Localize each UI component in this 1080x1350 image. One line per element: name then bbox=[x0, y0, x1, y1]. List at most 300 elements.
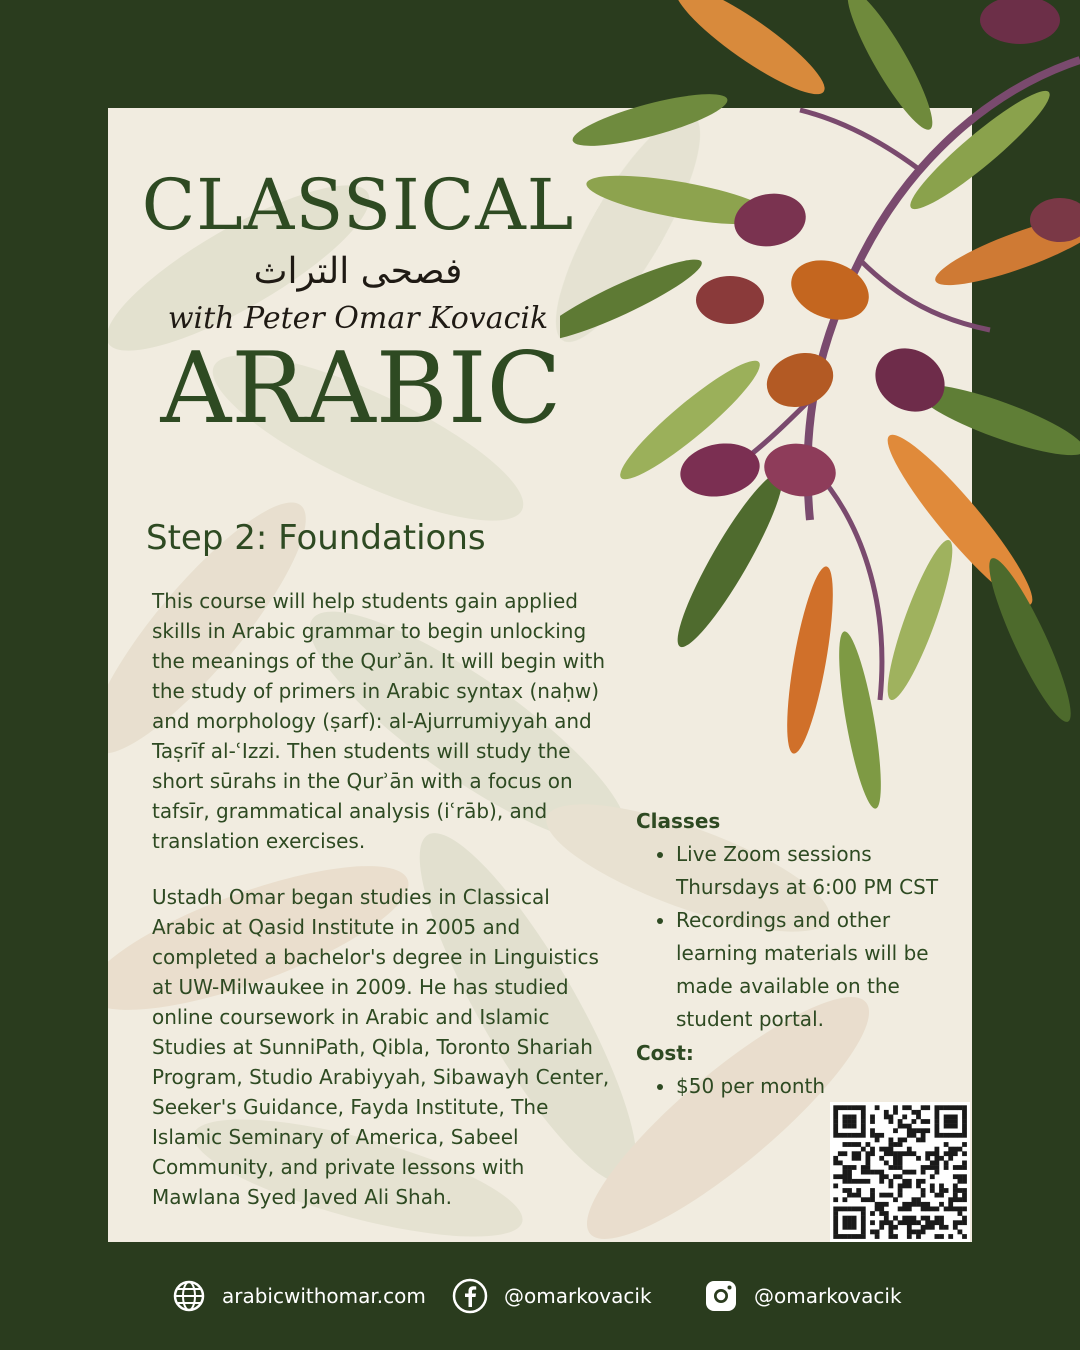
qr-module bbox=[861, 1234, 866, 1239]
qr-module bbox=[953, 1147, 958, 1152]
qr-module bbox=[879, 1156, 884, 1161]
cost-list bbox=[636, 1070, 966, 1103]
qr-module bbox=[843, 1105, 848, 1110]
qr-module bbox=[879, 1202, 884, 1207]
qr-module bbox=[902, 1202, 907, 1207]
qr-module bbox=[889, 1119, 894, 1124]
classes-item: • Recordings and other learning materials will be made available on the student portal. bbox=[676, 904, 966, 1036]
qr-module bbox=[962, 1188, 967, 1193]
qr-module bbox=[916, 1184, 921, 1189]
qr-module bbox=[939, 1220, 944, 1225]
qr-module bbox=[939, 1225, 944, 1230]
qr-module bbox=[875, 1138, 880, 1143]
qr-module bbox=[962, 1179, 967, 1184]
step-title: Step 2: Foundations bbox=[146, 518, 486, 558]
qr-module bbox=[893, 1110, 898, 1115]
qr-module bbox=[879, 1170, 884, 1175]
qr-module bbox=[843, 1115, 848, 1120]
qr-module bbox=[884, 1151, 889, 1156]
qr-module bbox=[935, 1234, 940, 1239]
qr-module bbox=[944, 1188, 949, 1193]
qr-module bbox=[847, 1188, 852, 1193]
qr-module bbox=[925, 1220, 930, 1225]
qr-module bbox=[843, 1225, 848, 1230]
qr-module bbox=[925, 1119, 930, 1124]
qr-module bbox=[939, 1216, 944, 1221]
qr-module bbox=[916, 1202, 921, 1207]
qr-module bbox=[925, 1207, 930, 1212]
qr-module bbox=[843, 1207, 848, 1212]
qr-module bbox=[870, 1193, 875, 1198]
qr-module bbox=[935, 1128, 940, 1133]
qr-module bbox=[902, 1216, 907, 1221]
qr-module bbox=[856, 1156, 861, 1161]
qr-module bbox=[962, 1207, 967, 1212]
qr-module bbox=[948, 1133, 953, 1138]
qr-module bbox=[944, 1225, 949, 1230]
qr-module bbox=[930, 1207, 935, 1212]
qr-module bbox=[916, 1234, 921, 1239]
qr-module bbox=[843, 1234, 848, 1239]
qr-module bbox=[884, 1193, 889, 1198]
instructor-bio: Ustadh Omar began studies in Classical Arabic at Qasid Institute in 2005 and completed a bachelor's degree in Linguistics at UW-Milwaukee in 2009. He has studied online coursework in Arabic and Islamic Studies at SunniPath, Qibla, Toronto Shariah Program, Studio Arabiyyah, Sibawayh Center, Seeker's Guidance, Fayda Institute, The Islamic Seminary of America, Sabeel Community, and private lessons with Mawlana Syed Javed Ali Shah. bbox=[152, 885, 610, 1209]
qr-module bbox=[852, 1165, 857, 1170]
qr-module bbox=[898, 1142, 903, 1147]
qr-module bbox=[879, 1211, 884, 1216]
qr-module bbox=[884, 1161, 889, 1166]
qr-module bbox=[889, 1184, 894, 1189]
qr-module bbox=[847, 1119, 852, 1124]
website-link[interactable] bbox=[172, 1278, 426, 1314]
qr-module bbox=[875, 1234, 880, 1239]
qr-module bbox=[889, 1165, 894, 1170]
qr-module bbox=[939, 1133, 944, 1138]
qr-module bbox=[843, 1174, 848, 1179]
qr-module bbox=[852, 1124, 857, 1129]
qr-module bbox=[912, 1133, 917, 1138]
title-arabic-script: فصحى التراث bbox=[253, 251, 463, 292]
instagram-icon bbox=[704, 1279, 738, 1313]
qr-module bbox=[847, 1234, 852, 1239]
qr-module bbox=[843, 1220, 848, 1225]
qr-module bbox=[953, 1124, 958, 1129]
globe-icon bbox=[172, 1279, 206, 1313]
qr-module bbox=[898, 1188, 903, 1193]
qr-module bbox=[889, 1179, 894, 1184]
qr-module bbox=[838, 1105, 843, 1110]
qr-module bbox=[930, 1151, 935, 1156]
qr-module bbox=[879, 1220, 884, 1225]
qr-module bbox=[907, 1151, 912, 1156]
qr-module bbox=[925, 1151, 930, 1156]
qr-module bbox=[838, 1161, 843, 1166]
qr-module bbox=[921, 1165, 926, 1170]
qr-module bbox=[866, 1151, 871, 1156]
qr-module bbox=[870, 1170, 875, 1175]
qr-module bbox=[889, 1220, 894, 1225]
qr-module bbox=[856, 1188, 861, 1193]
qr-module bbox=[870, 1188, 875, 1193]
qr-module bbox=[930, 1174, 935, 1179]
qr-module bbox=[907, 1179, 912, 1184]
qr-module bbox=[847, 1225, 852, 1230]
qr-module bbox=[838, 1234, 843, 1239]
qr-module bbox=[884, 1211, 889, 1216]
qr-module bbox=[962, 1133, 967, 1138]
qr-module bbox=[902, 1105, 907, 1110]
qr-module bbox=[875, 1170, 880, 1175]
qr-module bbox=[833, 1161, 838, 1166]
qr-module bbox=[833, 1184, 838, 1189]
qr-module bbox=[893, 1151, 898, 1156]
qr-module bbox=[870, 1151, 875, 1156]
facebook-link[interactable] bbox=[452, 1278, 652, 1314]
qr-module bbox=[898, 1124, 903, 1129]
qr-module bbox=[958, 1165, 963, 1170]
qr-module bbox=[935, 1124, 940, 1129]
qr-module bbox=[861, 1220, 866, 1225]
qr-module bbox=[912, 1128, 917, 1133]
qr-module bbox=[935, 1216, 940, 1221]
qr-module bbox=[843, 1124, 848, 1129]
qr-module bbox=[907, 1234, 912, 1239]
qr-module bbox=[921, 1202, 926, 1207]
qr-module bbox=[935, 1165, 940, 1170]
qr-module bbox=[935, 1156, 940, 1161]
qr-module bbox=[939, 1184, 944, 1189]
qr-module bbox=[879, 1133, 884, 1138]
qr-module bbox=[870, 1115, 875, 1120]
qr-module bbox=[958, 1179, 963, 1184]
qr-module bbox=[907, 1128, 912, 1133]
qr-module bbox=[861, 1119, 866, 1124]
qr-module bbox=[889, 1234, 894, 1239]
qr-module bbox=[847, 1193, 852, 1198]
qr-module bbox=[930, 1225, 935, 1230]
qr-module bbox=[843, 1197, 848, 1202]
qr-module bbox=[843, 1188, 848, 1193]
qr-module bbox=[870, 1197, 875, 1202]
qr-module bbox=[948, 1156, 953, 1161]
qr-module bbox=[916, 1197, 921, 1202]
qr-module bbox=[889, 1115, 894, 1120]
qr-module bbox=[861, 1124, 866, 1129]
classes-heading: Classes bbox=[636, 809, 721, 833]
qr-module bbox=[898, 1119, 903, 1124]
qr-module bbox=[861, 1216, 866, 1221]
qr-module bbox=[861, 1128, 866, 1133]
qr-module bbox=[833, 1133, 838, 1138]
qr-module bbox=[866, 1170, 871, 1175]
qr-module bbox=[953, 1193, 958, 1198]
qr-module bbox=[843, 1165, 848, 1170]
qr-module bbox=[907, 1225, 912, 1230]
qr-module bbox=[962, 1197, 967, 1202]
qr-module bbox=[953, 1151, 958, 1156]
qr-module bbox=[953, 1188, 958, 1193]
qr-module bbox=[962, 1110, 967, 1115]
qr-module bbox=[925, 1105, 930, 1110]
qr-module bbox=[898, 1161, 903, 1166]
qr-module bbox=[948, 1151, 953, 1156]
qr-module bbox=[833, 1124, 838, 1129]
qr-module bbox=[833, 1174, 838, 1179]
qr-module bbox=[948, 1207, 953, 1212]
qr-module bbox=[962, 1128, 967, 1133]
qr-module bbox=[833, 1207, 838, 1212]
qr-module bbox=[902, 1124, 907, 1129]
qr-module bbox=[962, 1142, 967, 1147]
qr-module bbox=[847, 1142, 852, 1147]
qr-module bbox=[916, 1128, 921, 1133]
qr-module bbox=[921, 1207, 926, 1212]
qr-module bbox=[944, 1207, 949, 1212]
qr-module bbox=[843, 1151, 848, 1156]
qr-module bbox=[852, 1234, 857, 1239]
qr-module bbox=[875, 1105, 880, 1110]
qr-module bbox=[912, 1216, 917, 1221]
qr-module bbox=[861, 1147, 866, 1152]
qr-module bbox=[902, 1151, 907, 1156]
qr-module bbox=[907, 1202, 912, 1207]
qr-module bbox=[958, 1197, 963, 1202]
qr-module bbox=[866, 1179, 871, 1184]
qr-module bbox=[925, 1128, 930, 1133]
qr-module bbox=[902, 1115, 907, 1120]
qr-module bbox=[852, 1133, 857, 1138]
qr-module bbox=[921, 1193, 926, 1198]
qr-module bbox=[861, 1179, 866, 1184]
qr-module bbox=[953, 1133, 958, 1138]
cost-item: • $50 per month bbox=[676, 1070, 966, 1103]
qr-module bbox=[921, 1230, 926, 1235]
qr-module bbox=[833, 1156, 838, 1161]
qr-module bbox=[898, 1193, 903, 1198]
qr-module bbox=[912, 1202, 917, 1207]
qr-module bbox=[852, 1105, 857, 1110]
qr-module bbox=[843, 1170, 848, 1175]
qr-module bbox=[884, 1220, 889, 1225]
qr-module bbox=[958, 1105, 963, 1110]
qr-module bbox=[861, 1230, 866, 1235]
qr-module bbox=[907, 1105, 912, 1110]
qr-module bbox=[962, 1220, 967, 1225]
classes-list bbox=[636, 838, 966, 1036]
qr-module bbox=[875, 1202, 880, 1207]
qr-module bbox=[925, 1216, 930, 1221]
qr-module bbox=[935, 1170, 940, 1175]
qr-module bbox=[962, 1216, 967, 1221]
qr-module bbox=[852, 1220, 857, 1225]
qr-module bbox=[879, 1225, 884, 1230]
qr-module bbox=[833, 1220, 838, 1225]
qr-module bbox=[953, 1225, 958, 1230]
qr-module bbox=[953, 1105, 958, 1110]
qr-module bbox=[852, 1193, 857, 1198]
qr-module bbox=[884, 1110, 889, 1115]
cost-heading: Cost: bbox=[636, 1041, 694, 1065]
qr-module bbox=[843, 1142, 848, 1147]
qr-module bbox=[898, 1174, 903, 1179]
qr-module bbox=[866, 1161, 871, 1166]
qr-module bbox=[870, 1119, 875, 1124]
qr-module bbox=[935, 1119, 940, 1124]
qr-module bbox=[916, 1179, 921, 1184]
qr-module bbox=[902, 1220, 907, 1225]
qr-module bbox=[907, 1133, 912, 1138]
footer bbox=[0, 1270, 1080, 1326]
qr-module bbox=[912, 1230, 917, 1235]
qr-module bbox=[852, 1151, 857, 1156]
qr-module bbox=[912, 1119, 917, 1124]
qr-module bbox=[958, 1207, 963, 1212]
qr-module bbox=[907, 1184, 912, 1189]
qr-module bbox=[962, 1193, 967, 1198]
qr-module bbox=[935, 1207, 940, 1212]
qr-module bbox=[930, 1188, 935, 1193]
qr-module bbox=[921, 1119, 926, 1124]
qr-module bbox=[847, 1220, 852, 1225]
qr-module bbox=[921, 1133, 926, 1138]
qr-module bbox=[902, 1184, 907, 1189]
qr-module bbox=[944, 1124, 949, 1129]
qr-module bbox=[962, 1124, 967, 1129]
qr-module bbox=[861, 1133, 866, 1138]
qr-module bbox=[916, 1220, 921, 1225]
qr-code[interactable] bbox=[830, 1102, 970, 1242]
qr-module bbox=[852, 1179, 857, 1184]
qr-module bbox=[889, 1147, 894, 1152]
qr-module bbox=[948, 1124, 953, 1129]
qr-module bbox=[907, 1207, 912, 1212]
qr-module bbox=[838, 1207, 843, 1212]
qr-module bbox=[935, 1133, 940, 1138]
qr-module bbox=[912, 1170, 917, 1175]
qr-module bbox=[925, 1156, 930, 1161]
qr-module bbox=[930, 1184, 935, 1189]
qr-module bbox=[948, 1234, 953, 1239]
qr-module bbox=[893, 1105, 898, 1110]
qr-module bbox=[898, 1207, 903, 1212]
qr-module bbox=[948, 1147, 953, 1152]
qr-module bbox=[847, 1133, 852, 1138]
qr-module bbox=[958, 1147, 963, 1152]
qr-module bbox=[893, 1174, 898, 1179]
qr-module bbox=[953, 1119, 958, 1124]
qr-module bbox=[893, 1165, 898, 1170]
olive-branch-illustration bbox=[560, 0, 1080, 820]
qr-module bbox=[916, 1156, 921, 1161]
qr-module bbox=[902, 1207, 907, 1212]
qr-module bbox=[866, 1156, 871, 1161]
qr-module bbox=[847, 1165, 852, 1170]
qr-module bbox=[962, 1119, 967, 1124]
qr-module bbox=[962, 1105, 967, 1110]
qr-module bbox=[833, 1230, 838, 1235]
qr-module bbox=[856, 1234, 861, 1239]
qr-module bbox=[856, 1151, 861, 1156]
qr-module bbox=[898, 1156, 903, 1161]
qr-module bbox=[930, 1220, 935, 1225]
qr-module bbox=[870, 1220, 875, 1225]
qr-module bbox=[907, 1170, 912, 1175]
qr-module bbox=[843, 1179, 848, 1184]
qr-module bbox=[889, 1151, 894, 1156]
qr-module bbox=[925, 1225, 930, 1230]
instagram-text: @omarkovacik bbox=[754, 1284, 902, 1308]
instagram-link[interactable] bbox=[704, 1278, 902, 1314]
qr-module bbox=[838, 1151, 843, 1156]
qr-module bbox=[861, 1105, 866, 1110]
qr-module bbox=[833, 1234, 838, 1239]
qr-module bbox=[893, 1216, 898, 1221]
qr-module bbox=[852, 1207, 857, 1212]
qr-module bbox=[953, 1184, 958, 1189]
title-classical: CLASSICAL bbox=[141, 164, 575, 246]
qr-module bbox=[925, 1165, 930, 1170]
qr-module bbox=[861, 1115, 866, 1120]
qr-module bbox=[870, 1147, 875, 1152]
qr-module bbox=[944, 1119, 949, 1124]
qr-module bbox=[861, 1211, 866, 1216]
qr-module bbox=[866, 1197, 871, 1202]
qr-module bbox=[852, 1216, 857, 1221]
qr-module bbox=[870, 1211, 875, 1216]
qr-module bbox=[925, 1202, 930, 1207]
qr-module bbox=[889, 1230, 894, 1235]
qr-module bbox=[879, 1174, 884, 1179]
qr-module bbox=[898, 1220, 903, 1225]
qr-module bbox=[958, 1133, 963, 1138]
qr-module bbox=[907, 1124, 912, 1129]
qr-module bbox=[893, 1161, 898, 1166]
qr-module bbox=[879, 1193, 884, 1198]
qr-module bbox=[884, 1174, 889, 1179]
facebook-text: @omarkovacik bbox=[504, 1284, 652, 1308]
qr-module bbox=[953, 1207, 958, 1212]
qr-module bbox=[852, 1225, 857, 1230]
qr-module bbox=[912, 1151, 917, 1156]
qr-module bbox=[893, 1234, 898, 1239]
qr-module bbox=[930, 1165, 935, 1170]
qr-module bbox=[884, 1115, 889, 1120]
qr-module bbox=[935, 1105, 940, 1110]
qr-module bbox=[875, 1133, 880, 1138]
qr-module bbox=[889, 1193, 894, 1198]
website-text: arabicwithomar.com bbox=[222, 1284, 426, 1308]
qr-module bbox=[916, 1138, 921, 1143]
qr-module bbox=[962, 1234, 967, 1239]
qr-module bbox=[861, 1207, 866, 1212]
qr-module bbox=[944, 1115, 949, 1120]
qr-module bbox=[944, 1133, 949, 1138]
qr-module bbox=[898, 1138, 903, 1143]
qr-module bbox=[958, 1188, 963, 1193]
qr-module bbox=[935, 1161, 940, 1166]
qr-module bbox=[962, 1161, 967, 1166]
qr-module bbox=[852, 1115, 857, 1120]
qr-module bbox=[958, 1211, 963, 1216]
qr-module bbox=[921, 1128, 926, 1133]
qr-module bbox=[953, 1220, 958, 1225]
qr-module bbox=[958, 1220, 963, 1225]
qr-module bbox=[958, 1230, 963, 1235]
qr-module bbox=[856, 1133, 861, 1138]
qr-module bbox=[948, 1115, 953, 1120]
course-info bbox=[636, 808, 966, 1107]
qr-module bbox=[893, 1197, 898, 1202]
qr-module bbox=[847, 1170, 852, 1175]
